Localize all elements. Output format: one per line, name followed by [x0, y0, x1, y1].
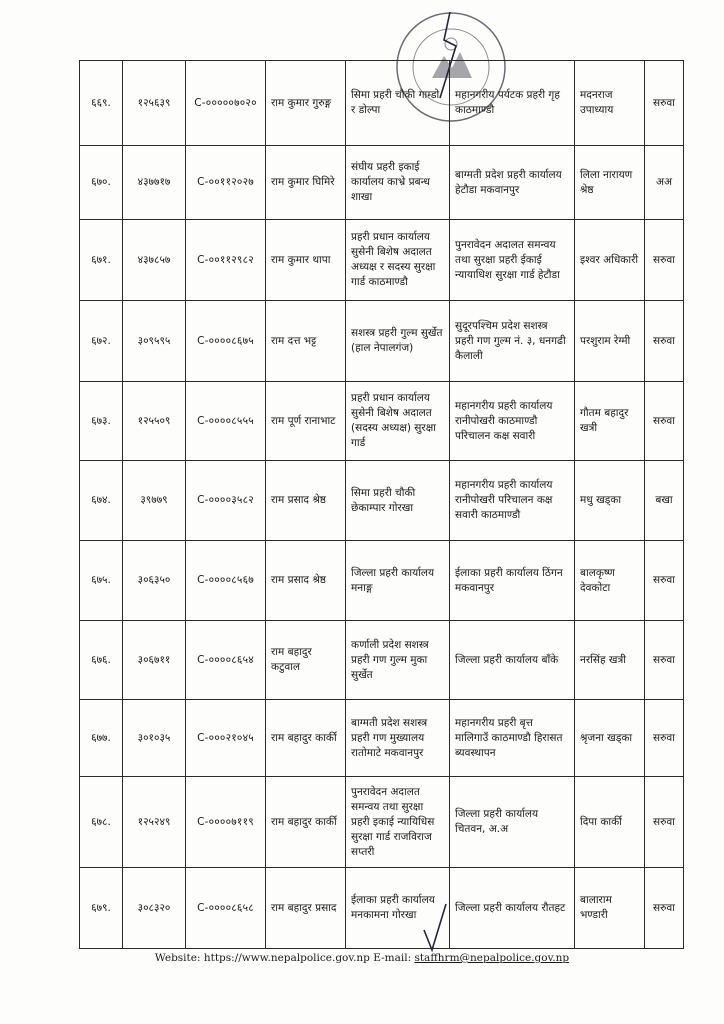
approver-name: श्रृजना खड्का [575, 700, 645, 777]
table-row [80, 146, 684, 220]
table-row [80, 220, 684, 301]
status-cell: सरुवा [645, 621, 684, 700]
police-number: ३९७७९ [123, 461, 186, 541]
table-row [80, 461, 684, 541]
current-office: सिमा प्रहरी चौकी गाम्डो र डोल्पा [346, 61, 450, 146]
serial-number: ६७१. [80, 220, 123, 301]
serial-number: ६७८. [80, 777, 123, 868]
table-row [80, 868, 684, 949]
approver-name: दिपा कार्की [575, 777, 645, 868]
police-number: ४३७७१७ [123, 146, 186, 220]
employee-name: राम बहादुर कटुवाल [266, 621, 346, 700]
employee-name: राम प्रसाद श्रेष्ठ [266, 461, 346, 541]
employee-name: राम कुमार थापा [266, 220, 346, 301]
status-cell: सरुवा [645, 777, 684, 868]
website-text: Website: https://www.nepalpolice.gov.np E-mail: [154, 952, 415, 964]
status-cell: बखा [645, 461, 684, 541]
current-office: जिल्ला प्रहरी कार्यालय मनाङ्ग [346, 541, 450, 621]
current-office: प्रहरी प्रधान कार्यालय सुसेनी बिशेष अदालत अध्यक्ष र सदस्य सुरक्षा गार्ड काठमाण्डौ [346, 220, 450, 301]
transfer-office: जिल्ला प्रहरी कार्यालय बाँके [450, 621, 575, 700]
employee-name: राम पूर्ण रानाभाट [266, 382, 346, 461]
staff-code: C-००००८५६७ [186, 541, 266, 621]
current-office: प्रहरी प्रधान कार्यालय सुसेनी बिशेष अदालत (सदस्य अध्यक्ष) सुरक्षा गार्ड [346, 382, 450, 461]
transfer-office: सुदूरपश्चिम प्रदेश सशस्त्र प्रहरी गण गुल्म नं. ३, धनगढी कैलाली [450, 301, 575, 382]
police-number: १२५६३९ [123, 61, 186, 146]
police-number: ३०९५९५ [123, 301, 186, 382]
table-row [80, 777, 684, 868]
serial-number: ६७६. [80, 621, 123, 700]
employee-name: राम कुमार गुरुङ्ग [266, 61, 346, 146]
approver-name: बालाराम भण्डारी [575, 868, 645, 949]
police-number: ४३७८५७ [123, 220, 186, 301]
employee-name: राम कुमार घिमिरे [266, 146, 346, 220]
table-row [80, 621, 684, 700]
serial-number: ६७०. [80, 146, 123, 220]
status-cell: सरुवा [645, 301, 684, 382]
table-row [80, 700, 684, 777]
police-number: ३०८३२० [123, 868, 186, 949]
approver-name: गौतम बहादुर खत्री [575, 382, 645, 461]
current-office: सिमा प्रहरी चौकी छेकाम्पार गोरखा [346, 461, 450, 541]
status-cell: सरुवा [645, 61, 684, 146]
staff-code: C-००००८६७५ [186, 301, 266, 382]
employee-name: राम दत्त भट्ट [266, 301, 346, 382]
transfer-office: बाग्मती प्रदेश प्रहरी कार्यालय हेटौडा मकवानपुर [450, 146, 575, 220]
transfer-office: महानगरीय पर्यटक प्रहरी गृह काठमाण्डौ [450, 61, 575, 146]
staff-code: C-००००८६५४ [186, 621, 266, 700]
transfer-office: जिल्ला प्रहरी कार्यालय रौतहट [450, 868, 575, 949]
transfer-office: महानगरीय प्रहरी बृत्त मालिगाउँ काठमाण्डौ हिरासत ब्यवस्थापन [450, 700, 575, 777]
transfer-office: ईलाका प्रहरी कार्यालय ठिंगन मकवानपुर [450, 541, 575, 621]
approver-name: इश्वर अधिकारी [575, 220, 645, 301]
current-office: बाग्मती प्रदेश सशस्त्र प्रहरी गण मुख्यालय रातोमाटे मकवानपुर [346, 700, 450, 777]
status-cell: अअ [645, 146, 684, 220]
police-number: ३०६३५० [123, 541, 186, 621]
serial-number: ६७३. [80, 382, 123, 461]
staff-code: C-००००३५८२ [186, 461, 266, 541]
page-footer [0, 952, 724, 964]
status-cell: सरुवा [645, 220, 684, 301]
table-row [80, 382, 684, 461]
approver-name: लिला नारायण श्रेष्ठ [575, 146, 645, 220]
staff-code: C-००११२९८२ [186, 220, 266, 301]
serial-number: ६७४. [80, 461, 123, 541]
employee-name: राम बहादुर प्रसाद [266, 868, 346, 949]
current-office: ईलाका प्रहरी कार्यालय मनकामना गोरखा [346, 868, 450, 949]
police-number: १२५५०९ [123, 382, 186, 461]
current-office: कर्णाली प्रदेश सशस्त्र प्रहरी गण गुल्म मुका सुर्खेत [346, 621, 450, 700]
checkmark-icon [420, 900, 450, 955]
employee-name: राम प्रसाद श्रेष्ठ [266, 541, 346, 621]
approver-name: नरसिंह खत्री [575, 621, 645, 700]
serial-number: ६७९. [80, 868, 123, 949]
police-number: ३०१०३५ [123, 700, 186, 777]
staff-code: C-०००००७०२० [186, 61, 266, 146]
police-number: १२५२४९ [123, 777, 186, 868]
staff-code: C-००००७११९ [186, 777, 266, 868]
staff-code: C-००११२०२७ [186, 146, 266, 220]
current-office: पुनरावेदन अदालत समन्वय तथा सुरक्षा प्रहरी इकाई न्यायिधिस सुरक्षा गार्ड राजविराज सप्तरी [346, 777, 450, 868]
approver-name: परशुराम रेग्मी [575, 301, 645, 382]
approver-name: मदनराज उपाध्याय [575, 61, 645, 146]
transfer-office: महानगरीय प्रहरी कार्यालय रानीपोखरी परिचालन कक्ष सवारी काठमाण्डौ [450, 461, 575, 541]
employee-name: राम बहादुर कार्की [266, 700, 346, 777]
staff-code: C-००००८६५८ [186, 868, 266, 949]
status-cell: सरुवा [645, 541, 684, 621]
staff-code: C-०००२१०४५ [186, 700, 266, 777]
serial-number: ६६९. [80, 61, 123, 146]
status-cell: सरुवा [645, 700, 684, 777]
approver-name: बालकृष्ण देवकोटा [575, 541, 645, 621]
serial-number: ६७२. [80, 301, 123, 382]
transfer-office: पुनरावेदन अदालत समन्वय तथा सुरक्षा प्रहरी ईकाई न्यायाधिश सुरक्षा गार्ड हेटौडा [450, 220, 575, 301]
transfer-office: महानगरीय प्रहरी कार्यालय रानीपोखरी काठमाण्डौ परिचालन कक्ष सवारी [450, 382, 575, 461]
police-number: ३०६७११ [123, 621, 186, 700]
employee-name: राम बहादुर कार्की [266, 777, 346, 868]
staff-code: C-००००८५५५ [186, 382, 266, 461]
email-link[interactable]: staffhrm@nepalpolice.gov.np [414, 952, 570, 964]
table-row [80, 61, 684, 146]
transfer-table [79, 60, 684, 949]
table-row [80, 301, 684, 382]
status-cell: सरुवा [645, 382, 684, 461]
table-row [80, 541, 684, 621]
serial-number: ६७७. [80, 700, 123, 777]
current-office: सशस्त्र प्रहरी गुल्म सुर्खेत (हाल नेपालगंज) [346, 301, 450, 382]
approver-name: मधु खड्का [575, 461, 645, 541]
transfer-office: जिल्ला प्रहरी कार्यालय चितवन, अ.अ [450, 777, 575, 868]
current-office: संघीय प्रहरी इकाई कार्यालय काभ्रे प्रबन्ध शाखा [346, 146, 450, 220]
status-cell: सरुवा [645, 868, 684, 949]
serial-number: ६७५. [80, 541, 123, 621]
